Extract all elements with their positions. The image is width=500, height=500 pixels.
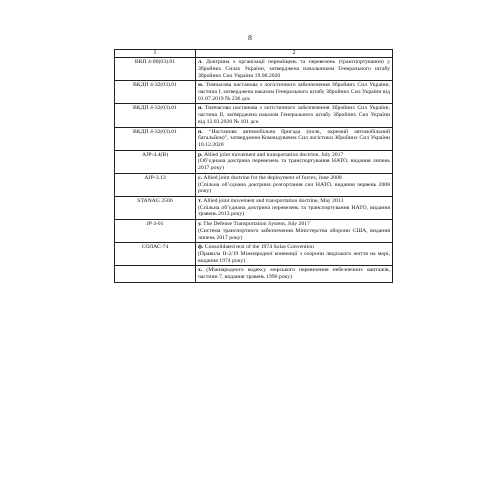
document-description-cell bbox=[196, 81, 393, 104]
reference-documents-table bbox=[114, 49, 393, 283]
item-letter: х. bbox=[198, 267, 203, 274]
item-letter: р. bbox=[198, 151, 203, 158]
page-number: 8 bbox=[248, 33, 252, 42]
table-header-row bbox=[115, 50, 393, 58]
table-row bbox=[115, 197, 393, 220]
document-description-cell bbox=[196, 243, 393, 266]
document-translation: (Об’єднана доктрина перевезень та транспортування НАТО, видання липень 2017 року) bbox=[198, 158, 390, 172]
table-row bbox=[115, 150, 393, 173]
document-title bbox=[198, 198, 390, 205]
column-1-header: 1 bbox=[115, 50, 196, 58]
document-title-text: Доктрина з організації переміщень та перевезень (транспортування) у Збройних Силах України, затверджена начальником Генерального штабу Збройних Сил України 19.08.2020 bbox=[198, 59, 390, 79]
document-title-text: Тимчасова настанова з логістичного забезпечення Збройних Сил України, частина ІІ, затверджена наказом Генерального штабу Збройних Сил України від 12.03.2020 № 101 дск bbox=[198, 105, 391, 125]
document-title-text: Allied joint movement and transportation doctrine, July 2017 bbox=[204, 151, 344, 158]
document-description-cell bbox=[196, 104, 393, 127]
document-code-cell: СОЛАС-74 bbox=[115, 243, 196, 266]
document-code-cell: STANAG 2506 bbox=[115, 197, 196, 220]
item-letter: с. bbox=[198, 174, 202, 181]
item-letter: у. bbox=[198, 221, 202, 228]
document-title bbox=[198, 175, 390, 182]
document-description-cell bbox=[196, 150, 393, 173]
document-code-cell: ВКДП 4-32(03).01 bbox=[115, 81, 196, 104]
document-code-cell: JP 4-01 bbox=[115, 220, 196, 243]
document-translation: (Спільна об’єднана доктрина розгортання сил НАТО, видання червень 2008 року) bbox=[198, 181, 390, 195]
document-title bbox=[198, 129, 390, 149]
document-title-text: The Defense Transportation System, July 2017 bbox=[203, 221, 310, 228]
document-title-text: Allied joint doctrine for the deployment of forces, June 2008 bbox=[203, 174, 342, 181]
item-letter: т. bbox=[198, 198, 202, 205]
document-code-cell: AJP-3.13 bbox=[115, 173, 196, 196]
item-letter: п. bbox=[198, 128, 203, 135]
document-title-text: Тимчасова настанова з логістичного забезпечення Збройних Сил України, частина І, затверджена наказом Генерального штабу Збройних Сил України від 01.07.2019 № 236 дск bbox=[198, 82, 390, 102]
document-code-cell: ВКДП 4-32(03).01 bbox=[115, 127, 196, 150]
document-title bbox=[198, 59, 390, 79]
document-description-cell bbox=[196, 266, 393, 282]
document-description-cell bbox=[196, 197, 393, 220]
table-row bbox=[115, 81, 393, 104]
document-translation: (Правила ІІ-2/19 Міжнародної конвенції з охорони людського життя на морі, видання 1974 року) bbox=[198, 251, 390, 264]
table-row bbox=[115, 220, 393, 243]
document-translation: (Спільна об’єднана доктрина перевезень та транспортування НАТО, видання травень 2013 року) bbox=[198, 204, 390, 218]
document-code-cell bbox=[115, 266, 196, 282]
item-letter: ф. bbox=[198, 244, 204, 251]
item-letter: м. bbox=[198, 82, 204, 89]
document-description-cell bbox=[196, 220, 393, 243]
document-code-cell: ВКДП 4-32(03).01 bbox=[115, 104, 196, 127]
document-title-text: Consolidated text of the 1974 Solas Convention bbox=[204, 244, 314, 251]
document-description-cell bbox=[196, 127, 393, 150]
document-title bbox=[198, 267, 390, 280]
document-title-text: “Настанова автомобільна бригада (полк, окремий автомобільний батальйон)”, затверджена Командувачем Сил логістики Збройних Сил України 10.12.2020 bbox=[198, 128, 391, 148]
table-body bbox=[115, 50, 393, 283]
table-row bbox=[115, 173, 393, 196]
table-row bbox=[115, 266, 393, 282]
document-description-cell bbox=[196, 173, 393, 196]
table-row bbox=[115, 127, 393, 150]
document-description-cell bbox=[196, 58, 393, 81]
document-title-text: Allied joint movement and transportation doctrine, May 2013 bbox=[203, 198, 344, 205]
table-row bbox=[115, 104, 393, 127]
document-title bbox=[198, 105, 390, 125]
document-title-text: (Міжнародного кодексу морського перевезення небезпечних вантажів, частини 7, видання травень 1996 року) bbox=[198, 267, 391, 281]
item-letter: л. bbox=[198, 59, 203, 66]
document-code-cell: AJP-4.4(B) bbox=[115, 150, 196, 173]
table-row bbox=[115, 243, 393, 266]
document-title bbox=[198, 82, 390, 102]
document-title bbox=[198, 221, 390, 228]
item-letter: н. bbox=[198, 105, 203, 112]
document-translation: (Система транспортного забезпечення Міністерства оборони США, видання липень 2017 року) bbox=[198, 227, 390, 241]
column-2-header: 2 bbox=[196, 50, 393, 58]
table-row bbox=[115, 58, 393, 81]
document-code-cell: ВКП 4-00(03).01 bbox=[115, 58, 196, 81]
